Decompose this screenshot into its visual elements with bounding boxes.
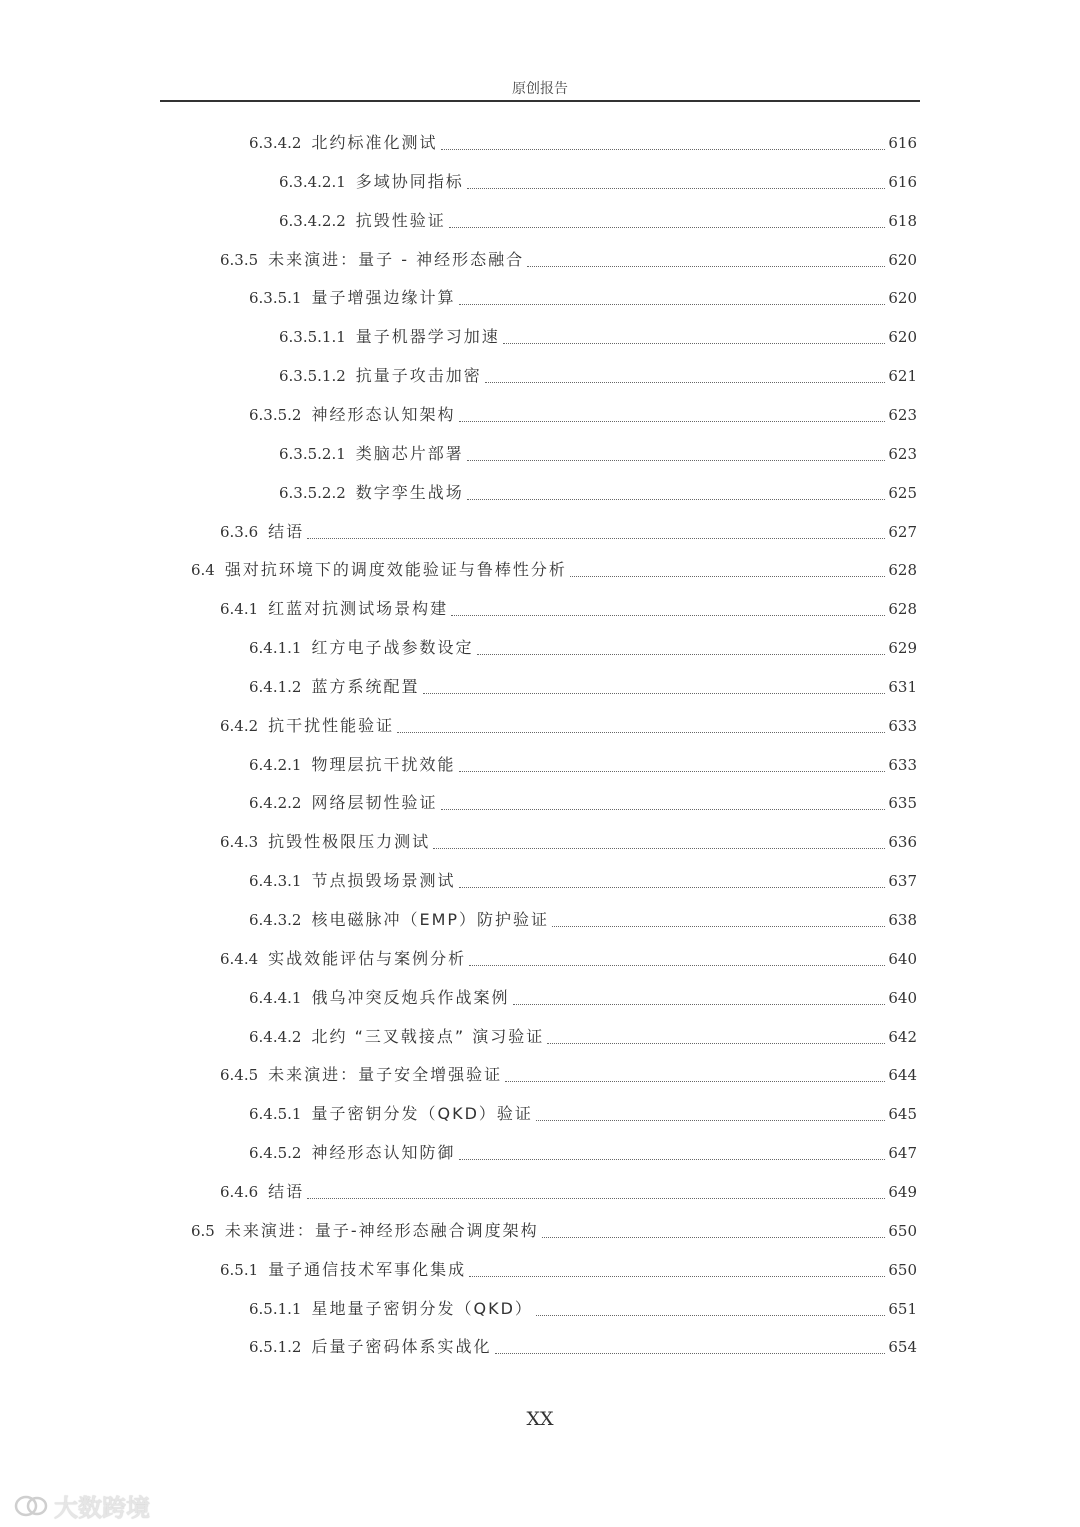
toc-entry-number: 6.3.5.1.1 [279,328,346,347]
toc-entry[interactable] [220,940,917,978]
toc-dot-leader [552,925,885,927]
toc-entry[interactable] [279,357,917,395]
toc-entry-number: 6.3.5.2.2 [279,483,346,502]
toc-dot-leader [467,187,886,189]
toc-entry-number: 6.4.3 [220,833,259,852]
toc-dot-leader [542,1236,886,1238]
toc-entry[interactable] [191,551,917,589]
toc-entry-number: 6.4.1 [220,600,259,619]
toc-entry-number: 6.3.5.2.1 [279,444,346,463]
toc-entry-page: 618 [888,211,917,230]
toc-entry[interactable] [220,513,917,551]
toc-entry[interactable] [191,1212,917,1250]
toc-entry-page: 647 [888,1144,917,1163]
toc-entry[interactable] [279,474,917,512]
toc-entry-page: 616 [888,134,917,152]
toc-entry[interactable] [249,668,917,706]
toc-entry-page: 633 [888,755,917,774]
toc-entry[interactable] [220,1251,917,1289]
toc-entry[interactable] [249,1134,917,1172]
toc-entry-title: 抗毁性极限压力测试 [268,832,431,852]
toc-entry-page: 631 [888,677,917,696]
toc-entry-number: 6.4.5 [220,1066,259,1085]
toc-entry-page: 620 [888,289,917,308]
toc-entry-title: 未来演进：量子安全增强验证 [268,1065,503,1085]
toc-entry[interactable] [249,979,917,1017]
toc-dot-leader [307,537,885,539]
toc-entry-title: 实战效能评估与案例分析 [268,948,467,968]
watermark-logo-icon [14,1493,48,1519]
toc-entry-page: 650 [888,1221,917,1240]
toc-entry-title: 北约标准化测试 [311,133,438,152]
toc-entry-title: 网络层韧性验证 [311,793,438,813]
toc-entry-title: 未来演进：量子 - 神经形态融合 [268,249,525,269]
toc-entry-title: 量子密钥分发（QKD）验证 [311,1104,533,1124]
toc-entry-title: 抗毁性验证 [355,210,446,230]
toc-entry-number: 6.3.4.2.2 [279,211,346,230]
toc-entry[interactable] [279,318,917,356]
toc-entry-number: 6.4.6 [220,1182,259,1201]
toc-dot-leader [449,226,886,228]
toc-entry-number: 6.4.4.2 [249,1027,302,1046]
toc-entry-page: 633 [888,716,917,735]
toc-entry[interactable] [249,901,917,939]
toc-entry-page: 629 [888,639,917,658]
toc-entry-page: 640 [888,949,917,968]
toc-dot-leader [467,459,886,461]
toc-entry-page: 623 [888,444,917,463]
toc-entry-page: 620 [888,250,917,269]
page-number: XX [526,1408,554,1430]
toc-entry-page: 640 [888,988,917,1007]
toc-entry-title: 物理层抗干扰效能 [311,754,456,774]
toc-entry-number: 6.4.4.1 [249,988,302,1007]
toc-dot-leader [467,498,886,500]
toc-entry[interactable] [220,590,917,628]
toc-entry-title: 抗量子攻击加密 [355,366,482,386]
toc-entry-number: 6.4.5.1 [249,1105,302,1124]
toc-entry-number: 6.3.4.2 [249,134,302,152]
toc-dot-leader [570,575,885,577]
toc-entry-page: 645 [888,1105,917,1124]
toc-entry[interactable] [249,1095,917,1133]
toc-entry[interactable] [279,435,917,473]
toc-dot-leader [451,614,885,616]
toc-entry-number: 6.3.5.2 [249,405,302,424]
toc-dot-leader [527,265,885,267]
toc-entry[interactable] [279,163,917,201]
running-header-title: 原创报告 [512,81,568,97]
toc-entry-number: 6.4.2 [220,716,259,735]
toc-entry[interactable] [220,1056,917,1094]
toc-dot-leader [459,1158,886,1160]
toc-dot-leader [513,1003,886,1005]
toc-dot-leader [503,342,886,344]
toc-entry-title: 量子机器学习加速 [355,327,500,347]
toc-entry-page: 644 [888,1066,917,1085]
toc-entry-page: 637 [888,872,917,891]
toc-dot-leader [441,808,886,810]
toc-entry-page: 649 [888,1182,917,1201]
toc-entry-title: 红蓝对抗测试场景构建 [268,599,449,619]
toc-entry-number: 6.3.4.2.1 [279,172,346,191]
toc-entry-title: 蓝方系统配置 [311,676,420,696]
toc-dot-leader [459,303,886,305]
toc-entry-title: 红方电子战参数设定 [311,638,474,658]
toc-dot-leader [505,1080,885,1082]
toc-entry-number: 6.4.3.2 [249,911,302,929]
toc-entry-title: 强对抗环境下的调度效能验证与鲁棒性分析 [224,560,567,580]
toc-dot-leader [307,1197,885,1199]
toc-dot-leader [423,692,886,694]
toc-entry-title: 结语 [268,521,305,541]
toc-entry-page: 638 [888,911,917,929]
watermark [14,1488,150,1523]
toc-entry-number: 6.4.2.1 [249,755,302,774]
toc-entry-number: 6.4.5.2 [249,1144,302,1163]
toc-entry-page: 654 [888,1338,917,1357]
toc-entry-number: 6.3.5.1.2 [279,367,346,386]
toc-entry-number: 6.5 [191,1221,215,1240]
toc-entry-page: 636 [888,833,917,852]
watermark-text: 大数跨境 [54,1494,150,1522]
toc-entry-number: 6.4 [191,561,215,580]
toc-dot-leader [459,886,886,888]
toc-entry-page: 625 [888,483,917,502]
toc-entry[interactable] [279,202,917,240]
toc-entry[interactable] [249,396,917,434]
toc-dot-leader [459,770,886,772]
toc-entry[interactable] [220,823,917,861]
toc-entry[interactable] [249,124,917,162]
toc-entry-title: 类脑芯片部署 [355,443,464,463]
toc-entry-page: 635 [888,794,917,813]
toc-dot-leader [485,381,886,383]
toc-entry[interactable] [249,746,917,784]
toc-entry-page: 628 [888,600,917,619]
toc-entry-title: 神经形态认知架构 [311,404,456,424]
toc-dot-leader [469,1275,885,1277]
toc-entry[interactable] [249,784,917,822]
toc-dot-leader [441,148,886,150]
toc-entry-page: 628 [888,561,917,580]
toc-entry-page: 616 [888,172,917,191]
toc-entry-number: 6.4.2.2 [249,794,302,813]
toc-dot-leader [433,847,885,849]
toc-entry-page: 650 [888,1260,917,1279]
toc-entry-number: 6.4.4 [220,949,259,968]
toc-entry-title: 神经形态认知防御 [311,1143,456,1163]
toc-entry-title: 后量子密码体系实战化 [311,1337,492,1357]
toc-dot-leader [495,1352,886,1354]
toc-entry-number: 6.4.1.1 [249,639,302,658]
toc-dot-leader [547,1042,885,1044]
toc-entry-number: 6.5.1.2 [249,1338,302,1357]
toc-entry-title: 俄乌冲突反炮兵作战案例 [311,987,510,1007]
toc-entry-page: 642 [888,1027,917,1046]
toc-entry-number: 6.5.1 [220,1260,259,1279]
toc-entry-page: 651 [888,1299,917,1318]
toc-entry[interactable] [220,241,917,279]
toc-entry-number: 6.3.6 [220,522,259,541]
toc-entry-page: 620 [888,328,917,347]
toc-entry-number: 6.4.1.2 [249,677,302,696]
toc-entry-number: 6.4.3.1 [249,872,302,891]
toc-entry-title: 核电磁脉冲（EMP）防护验证 [311,910,550,929]
toc-entry[interactable] [220,707,917,745]
toc-dot-leader [469,964,885,966]
toc-entry[interactable] [249,1328,917,1366]
toc-dot-leader [536,1314,885,1316]
toc-entry-page: 627 [888,522,917,541]
toc-dot-leader [536,1119,885,1121]
toc-dot-leader [477,653,886,655]
toc-entry-title: 量子通信技术军事化集成 [268,1259,467,1279]
toc-entry[interactable] [249,1290,917,1328]
toc-dot-leader [397,731,885,733]
toc-entry-title: 未来演进：量子-神经形态融合调度架构 [224,1220,539,1240]
toc-entry[interactable] [220,1173,917,1211]
toc-entry-title: 数字孪生战场 [355,482,464,502]
toc-entry-number: 6.3.5.1 [249,289,302,308]
toc-entry-number: 6.3.5 [220,250,259,269]
toc-entry-title: 星地量子密钥分发（QKD） [311,1298,533,1318]
toc-dot-leader [459,420,886,422]
header-rule [160,100,920,102]
toc-entry[interactable] [249,629,917,667]
toc-entry-title: 量子增强边缘计算 [311,288,456,308]
toc-entry-number: 6.5.1.1 [249,1299,302,1318]
toc-entry[interactable] [249,862,917,900]
toc-entry[interactable] [249,279,917,317]
toc-entry-title: 结语 [268,1181,305,1201]
toc-entry-title: 多域协同指标 [355,171,464,191]
toc-entry-page: 621 [888,367,917,386]
toc-entry-title: 抗干扰性能验证 [268,715,395,735]
toc-entry-title: 节点损毁场景测试 [311,871,456,891]
toc-entry-page: 623 [888,405,917,424]
toc-entry-title: 北约 “三叉戟接点” 演习验证 [311,1026,545,1046]
toc-entry[interactable] [249,1018,917,1056]
